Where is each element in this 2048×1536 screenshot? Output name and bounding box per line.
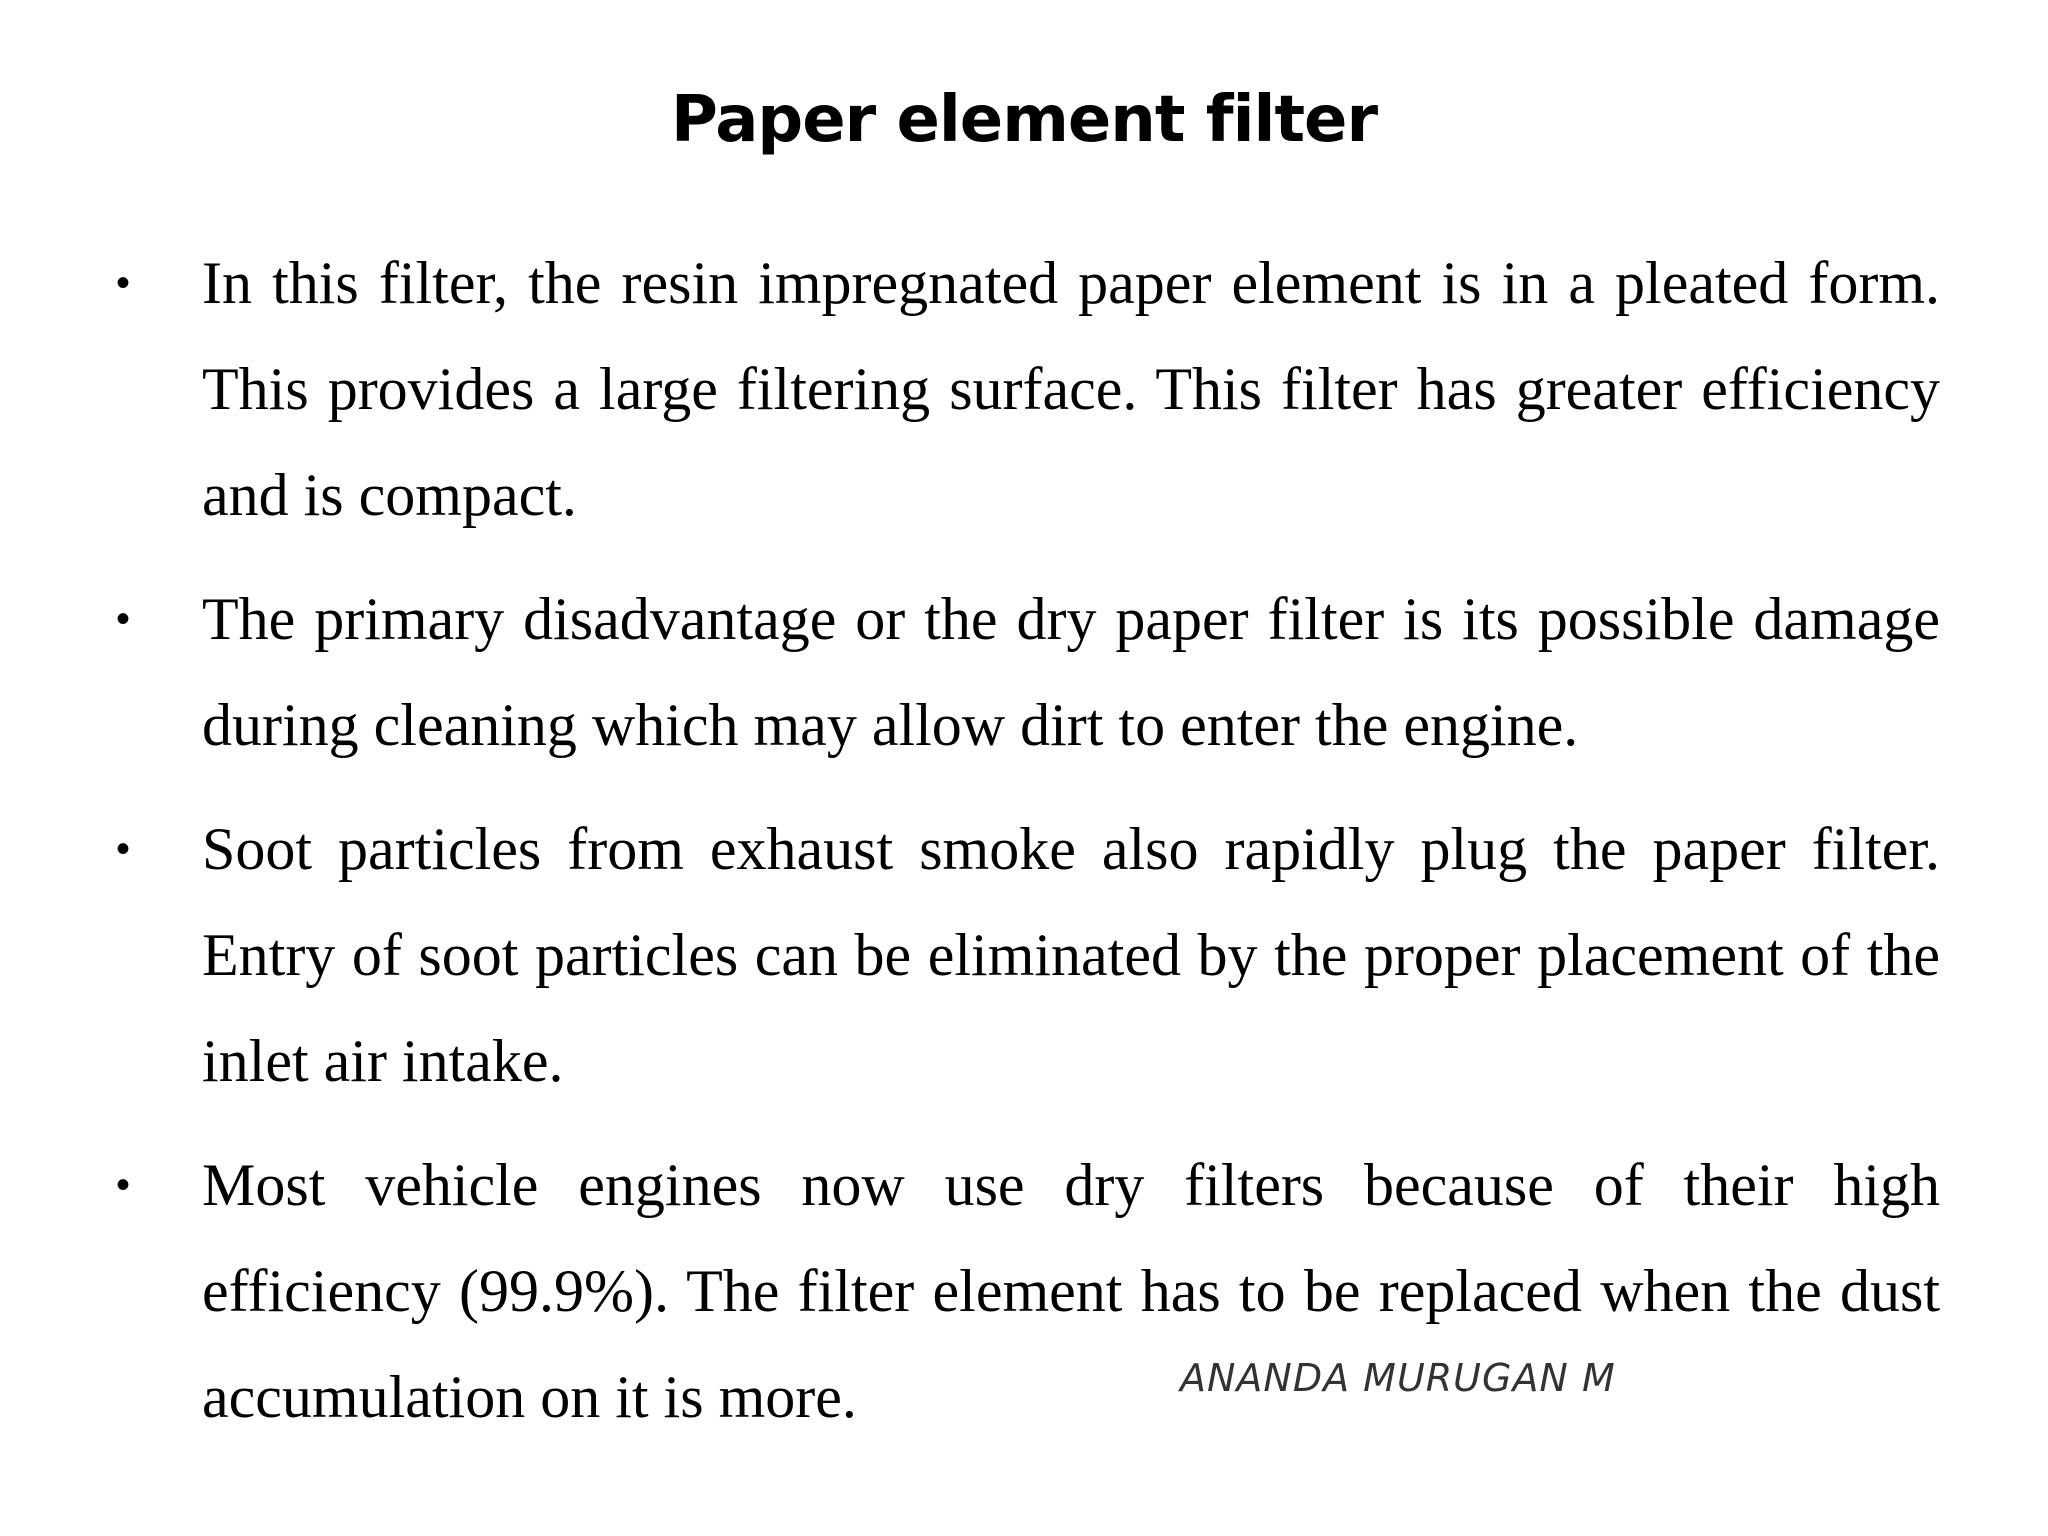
bullet-item-4 <box>116 1132 1940 1450</box>
slide-title: Paper element filter <box>671 83 1377 157</box>
bullet-icon: • <box>116 1163 131 1207</box>
author-credit: ANANDA MURUGAN M <box>1180 1356 1616 1400</box>
bullet-text: Most vehicle engines now use dry filters because of their high efficiency (99.9%). The filter element has to be replaced when the dust accumulation on it is more. <box>202 1152 1940 1430</box>
bullet-text: The primary disadvantage or the dry paper filter is its possible damage during cleaning which may allow dirt to enter the engine. <box>202 586 1940 758</box>
bullet-text: In this filter, the resin impregnated paper element is in a pleated form. This provides a large filtering surface. This filter has greater efficiency and is compact. <box>202 250 1940 528</box>
bullet-icon: • <box>116 597 131 641</box>
bullet-icon: • <box>116 261 131 305</box>
bullet-item-3 <box>116 796 1940 1114</box>
bullet-icon: • <box>116 827 131 871</box>
bullet-item-2 <box>116 566 1940 778</box>
bullet-text: Soot particles from exhaust smoke also rapidly plug the paper filter. Entry of soot particles can be eliminated by the proper placement of the inlet air intake. <box>202 816 1940 1094</box>
bullet-list <box>116 230 1940 1468</box>
bullet-item-1 <box>116 230 1940 548</box>
